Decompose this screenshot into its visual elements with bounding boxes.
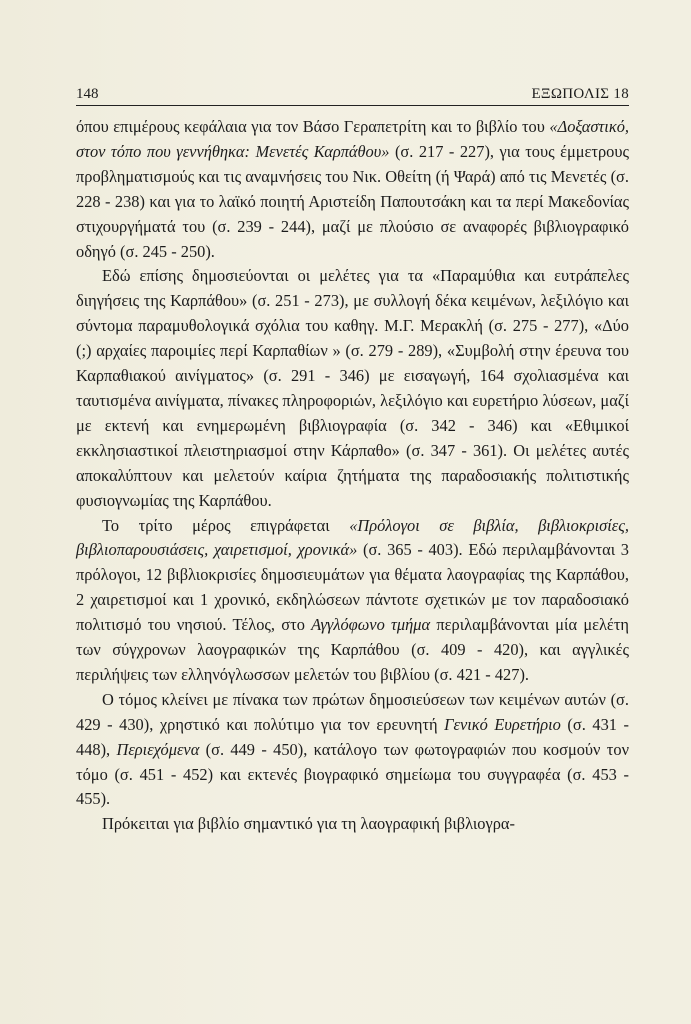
running-head: ΕΞΩΠΟΛΙΣ 18 (531, 86, 629, 102)
italic-text: Περιεχόμενα (116, 739, 200, 759)
italic-text: Γενικό Ευρετήριο (444, 714, 561, 734)
page-number: 148 (76, 86, 99, 102)
text-run: Ο τόμος κλείνει με πίνακα των πρώτων δημοσιεύσεων των κειμένων αυτών (σ. 429 - 430), χρηστικό και πολύτιμο για τον ερευνητή (76, 689, 629, 734)
paragraph (76, 514, 629, 688)
text-run: Εδώ επίσης δημοσιεύονται οι μελέτες για τα «Παραμύθια και ευτράπελες διηγήσεις της Καρπάθου» (σ. 251 - 273), με συλλογή δέκα κειμένων, λεξιλόγιο και σύντομα παραμυθολογικά σχόλια του καθηγ. Μ.Γ. Μερακλή (σ. 275 - 277), «Δύο (;) αρχαίες παροιμίες περί Καρπαθίων » (σ. 279 - 289), «Συμβολή στην έρευνα του Καρπαθιακού αινίγματος» (σ. 291 - 346) με εισαγωγή, 164 σχολιασμένα και ταυτισμένα αινίγματα, πίνακες πληροφοριών, λεξιλόγιο και ευρετήριο λύσεων, μαζί με εκτενή και ενημερωμένη βιβλιογραφία (σ. 342 - 346) και «Εθιμικοί εκκλησιαστικοί πλειστηριασμοί στην Κάρπαθο» (σ. 347 - 361). Οι μελέτες αυτές αποκαλύπτουν και μελετούν καίρια ζητήματα της παραδοσιακής πολιτιστικής φυσιογνωμίας της Καρπάθου. (76, 266, 629, 510)
body-text (76, 115, 629, 837)
paragraph (76, 264, 629, 513)
text-run: (σ. 217 - 227), για τους έμμετρους προβληματισμούς και τις αναμνήσεις του Νικ. Οθείτη (ή Ψαρά) από τις Μενετές (σ. 228 - 238) και για το λαϊκό ποιητή Αριστείδη Παπουτσάκη και τα περί Μακεδονίας στιχουργήματά του (σ. 239 - 244), μαζί με πλούσιο σε αναφορές βιβλιογραφικό οδηγό (σ. 245 - 250). (76, 141, 629, 261)
italic-text: «Δοξαστικό, στον τόπο που γεννήθηκα: Μενετές Καρπάθου» (76, 117, 629, 161)
text-run: περιλαμβάνονται μία μελέτη των σύγχρονων λαογραφικών της Καρπάθου (σ. 409 - 420), και αγγλικές περιλήψεις των ελληνόγλωσσων μελετών του βιβλίου (σ. 421 - 427). (76, 615, 629, 684)
header-rule (76, 105, 629, 106)
italic-text: Αγγλόφωνο τμήμα (311, 615, 431, 635)
italic-text: «Πρόλογοι σε βιβλία, βιβλιοκρισίες, βιβλιοπαρουσιάσεις, χαιρετισμοί, χρονικά» (76, 515, 629, 560)
text-run: Πρόκειται για βιβλίο σημαντικό για τη λαογραφική βιβλιογρα- (102, 814, 515, 834)
text-run: (σ. 449 - 450), κατάλογο των φωτογραφιών που κοσμούν τον τόμο (σ. 451 - 452) και εκτενές βιογραφικό σημείωμα του συγγραφέα (σ. 453 - 455). (76, 739, 629, 809)
paragraph (76, 115, 629, 264)
text-run: όπου επιμέρους κεφάλαια για τον Βάσο Γεραπετρίτη και το βιβλίο του (76, 117, 550, 136)
text-run: (σ. 365 - 403). Εδώ περιλαμβάνονται 3 πρόλογοι, 12 βιβλιοκρισίες δημοσιευμάτων για θέματα λαογραφίας της Καρπάθου, 2 χαιρετισμοί και 1 χρονικό, εκδηλώσεων πάντοτε σχετικών με τον παραδοσιακό πολιτισμό του νησιού. Τέλος, στο (76, 540, 630, 635)
text-run: Το τρίτο μέρος επιγράφεται (102, 515, 350, 535)
paragraph (76, 688, 629, 813)
paragraph (76, 812, 629, 837)
page-header (76, 84, 629, 104)
text-run: (σ. 431 - 448), (76, 714, 629, 759)
